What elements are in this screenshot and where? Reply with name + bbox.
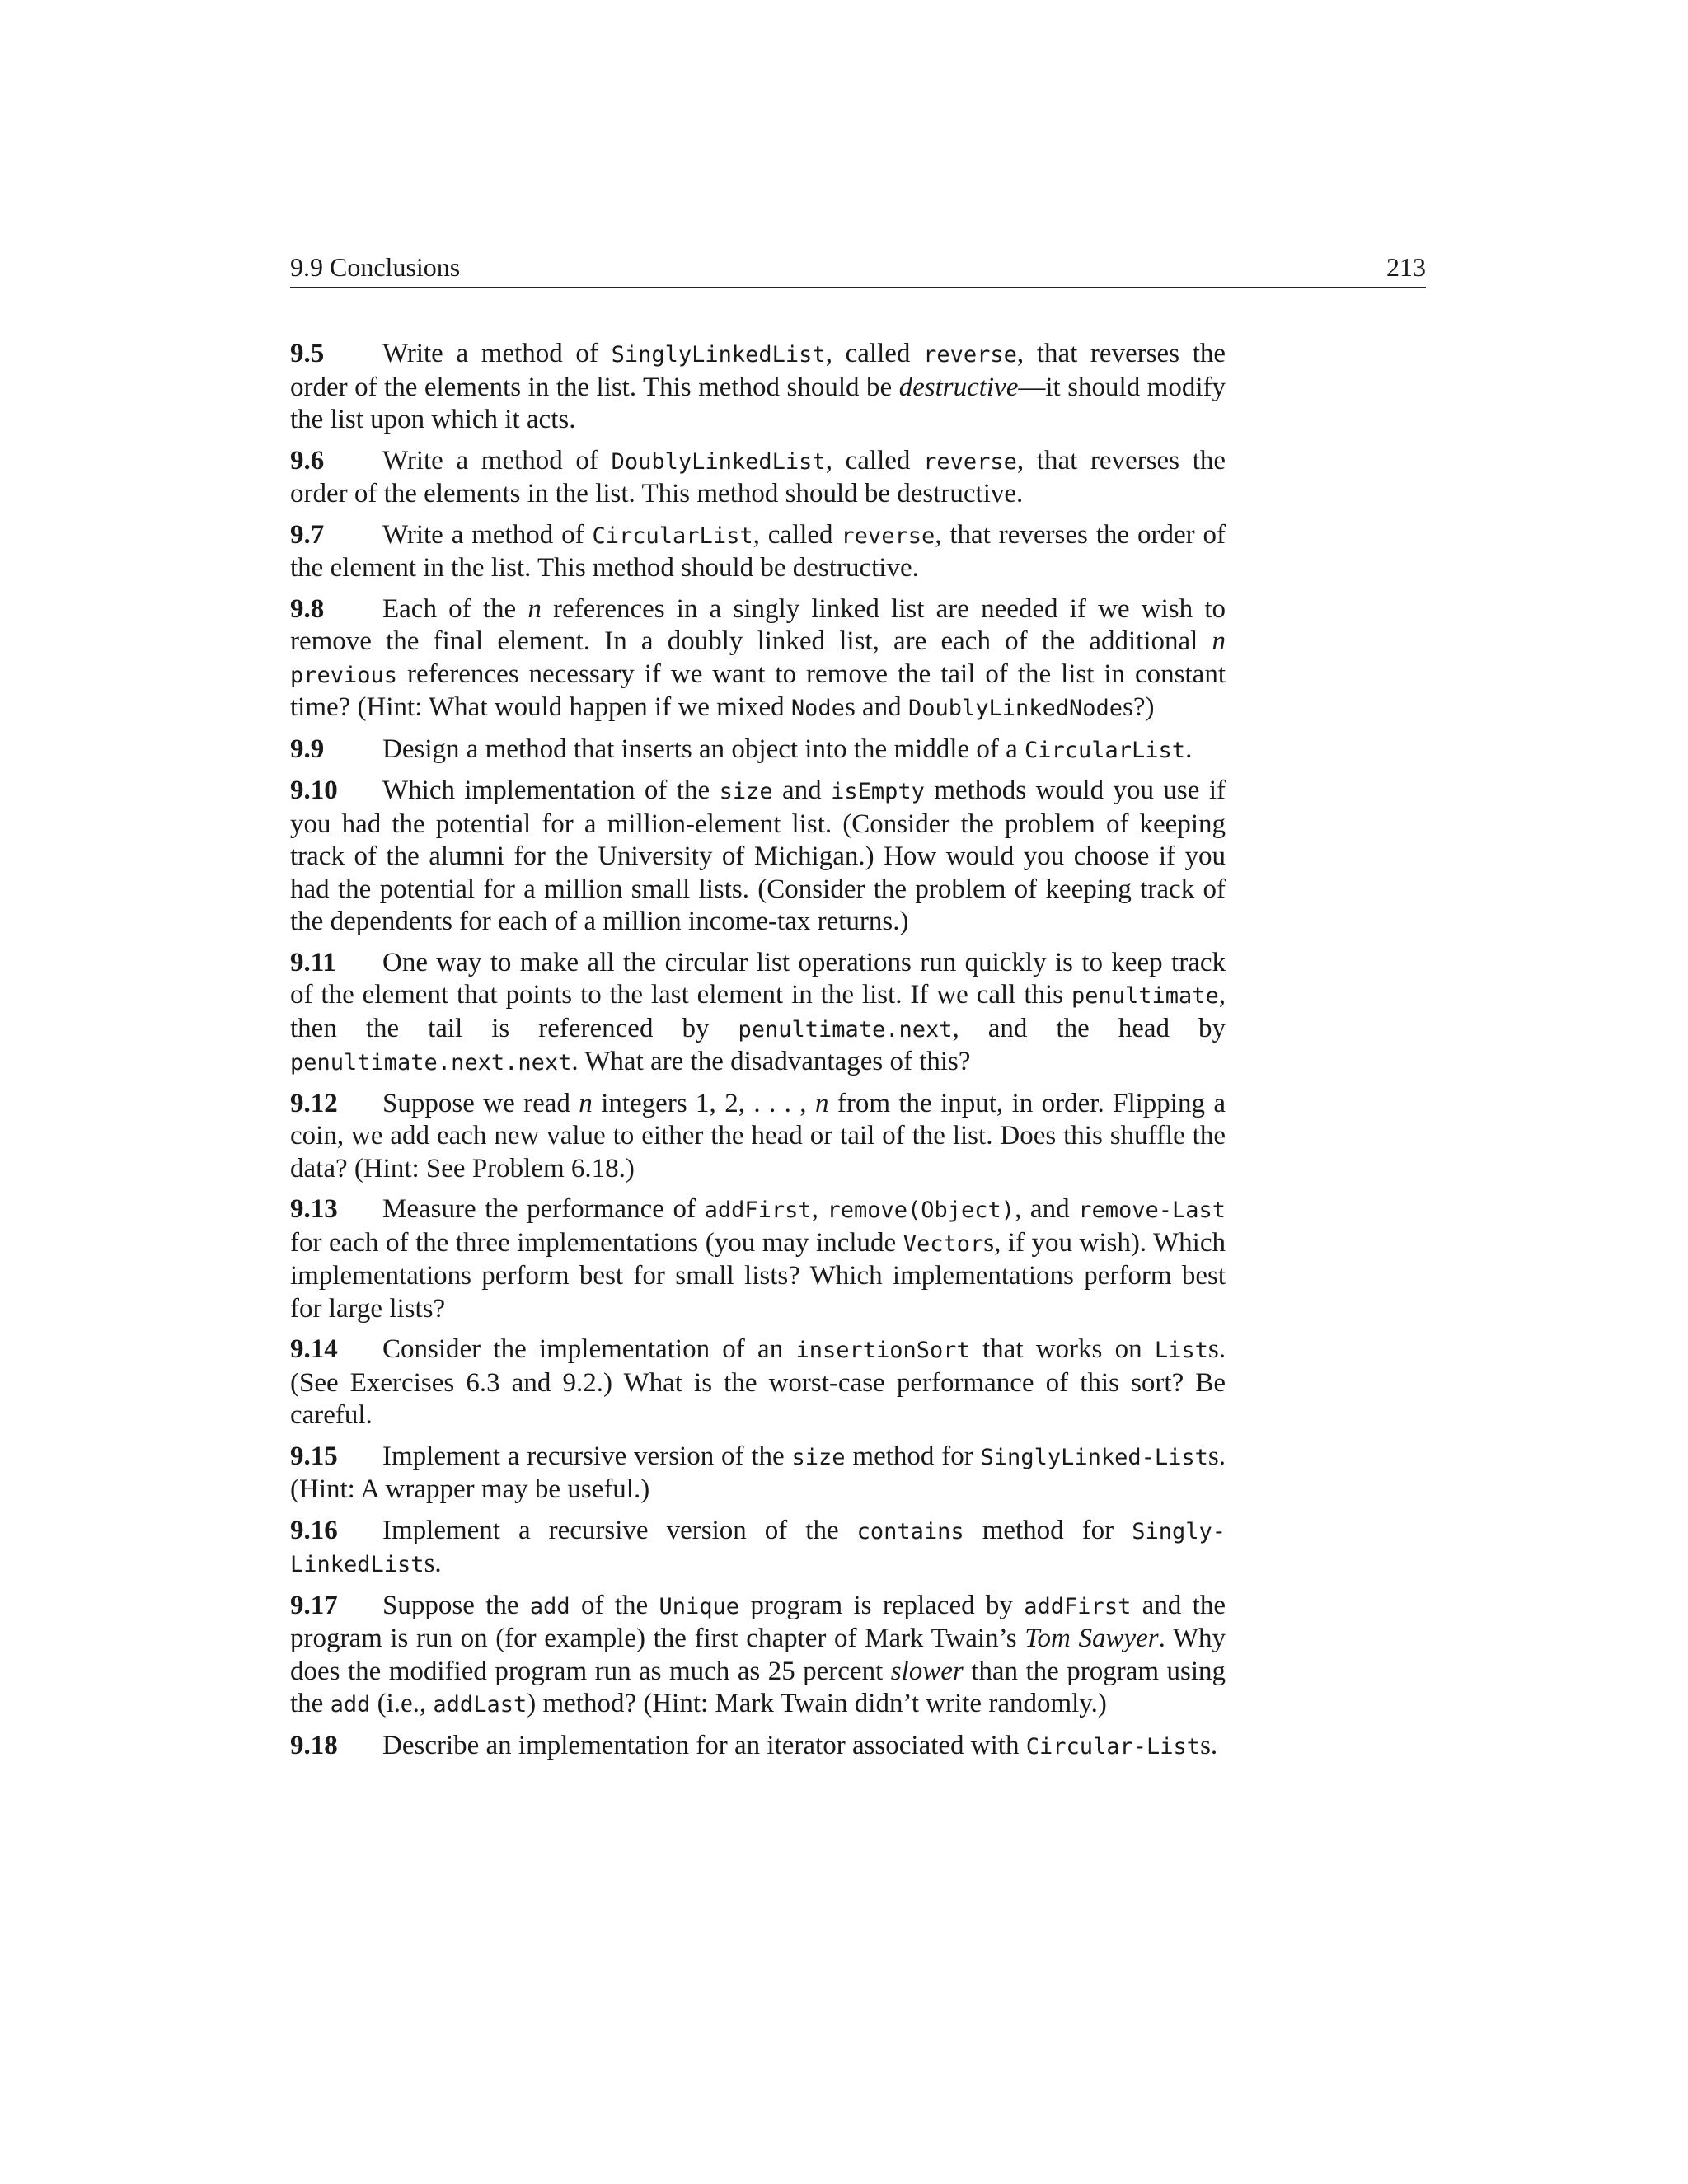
page-number: 213 — [1386, 252, 1426, 282]
exercise-item — [290, 593, 1226, 725]
exercise-number: 9.16 — [290, 1515, 338, 1545]
exercise-number: 9.17 — [290, 1590, 338, 1620]
exercise-item — [290, 1193, 1226, 1325]
exercise-text: One way to make all the circular list operations run quickly is to keep track of the element that points to the last element in the list. If we call this penultimate, then the tail is referenced by penultimate.next, and the head by penultimate.next.next. What are the disadvantages of this? — [290, 947, 1226, 1076]
exercise-number: 9.14 — [290, 1334, 338, 1364]
exercise-number: 9.11 — [290, 947, 336, 977]
exercise-number: 9.15 — [290, 1441, 338, 1471]
exercise-text: Which implementation of the size and isEmpty methods would you use if you had the potential for a million-element list. (Consider the problem of keeping track of the alumni for the University of Michigan.) How would you choose if you had the potential for a million small lists. (Consider the problem of keeping track of the dependents for each of a million income-tax returns.) — [290, 776, 1226, 936]
exercise-number: 9.12 — [290, 1088, 338, 1118]
exercise-text: Each of the n references in a singly linked list are needed if we wish to remove the final element. In a doubly linked list, are each of the additional n previous references necessary if we want to remove the tail of the list in constant time? (Hint: What would happen if we mixed Nodes and DoublyLinkedNodes?) — [290, 593, 1226, 722]
exercise-item — [290, 445, 1226, 511]
exercise-item — [290, 1333, 1226, 1432]
exercise-number: 9.18 — [290, 1730, 338, 1760]
exercise-item — [290, 947, 1226, 1080]
exercise-list — [290, 338, 1226, 1771]
section-title: 9.9 Conclusions — [290, 252, 461, 282]
exercise-item — [290, 1441, 1226, 1507]
exercise-item — [290, 519, 1226, 585]
exercise-item — [290, 775, 1226, 939]
exercise-text: Describe an implementation for an iterator associated with Circular-Lists. — [382, 1730, 1218, 1760]
exercise-item — [290, 733, 1226, 767]
exercise-number: 9.5 — [290, 339, 325, 368]
exercise-text: Write a method of SinglyLinkedList, called reverse, that reverses the order of the elements in the list. This method should be destructive—it should modify the list upon which it acts. — [290, 339, 1226, 434]
exercise-text: Consider the implementation of an insertionSort that works on Lists. (See Exercises 6.3 and 9.2.) What is the worst-case performance of this sort? Be careful. — [290, 1334, 1226, 1430]
exercise-item — [290, 338, 1226, 437]
exercise-item — [290, 1730, 1226, 1764]
exercise-number: 9.10 — [290, 776, 338, 805]
exercise-item — [290, 1088, 1226, 1186]
exercise-text: Write a method of CircularList, called reverse, that reverses the order of the element in the list. This method should be destructive. — [290, 519, 1226, 583]
exercise-number: 9.6 — [290, 445, 325, 476]
exercise-number: 9.7 — [290, 519, 325, 550]
exercise-text: Implement a recursive version of the contains method for Singly-LinkedLists. — [290, 1515, 1226, 1578]
exercise-item — [290, 1590, 1226, 1722]
exercise-text: Measure the performance of addFirst, remove(Object), and remove-Last for each of the three implementations (you may include Vectors, if you wish). Which implementations perform best for small lists? Which implementations perform best for large lists? — [290, 1194, 1226, 1324]
exercise-text: Implement a recursive version of the size method for SinglyLinked-Lists. (Hint: A wrapper may be useful.) — [290, 1441, 1226, 1504]
exercise-text: Design a method that inserts an object into the middle of a CircularList. — [382, 733, 1193, 764]
exercise-number: 9.8 — [290, 593, 325, 624]
exercise-text: Suppose we read n integers 1, 2, . . . , n from the input, in order. Flipping a coin, we add each new value to either the head or tail of the list. Does this shuffle the data? (Hint: See Problem 6.18.) — [290, 1088, 1226, 1183]
exercise-item — [290, 1515, 1226, 1582]
exercise-number: 9.13 — [290, 1194, 338, 1224]
exercise-text: Write a method of DoublyLinkedList, called reverse, that reverses the order of the elements in the list. This method should be destructive. — [290, 445, 1226, 509]
running-header — [290, 252, 1426, 288]
exercise-number: 9.9 — [290, 733, 325, 764]
exercise-text: Suppose the add of the Unique program is replaced by addFirst and the program is run on (for example) the first chapter of Mark Twain’s Tom Sawyer. Why does the modified program run as much as 25 percent slower than the program using the add (i.e., addLast) method? (Hint: Mark Twain didn’t write randomly.) — [290, 1590, 1226, 1718]
